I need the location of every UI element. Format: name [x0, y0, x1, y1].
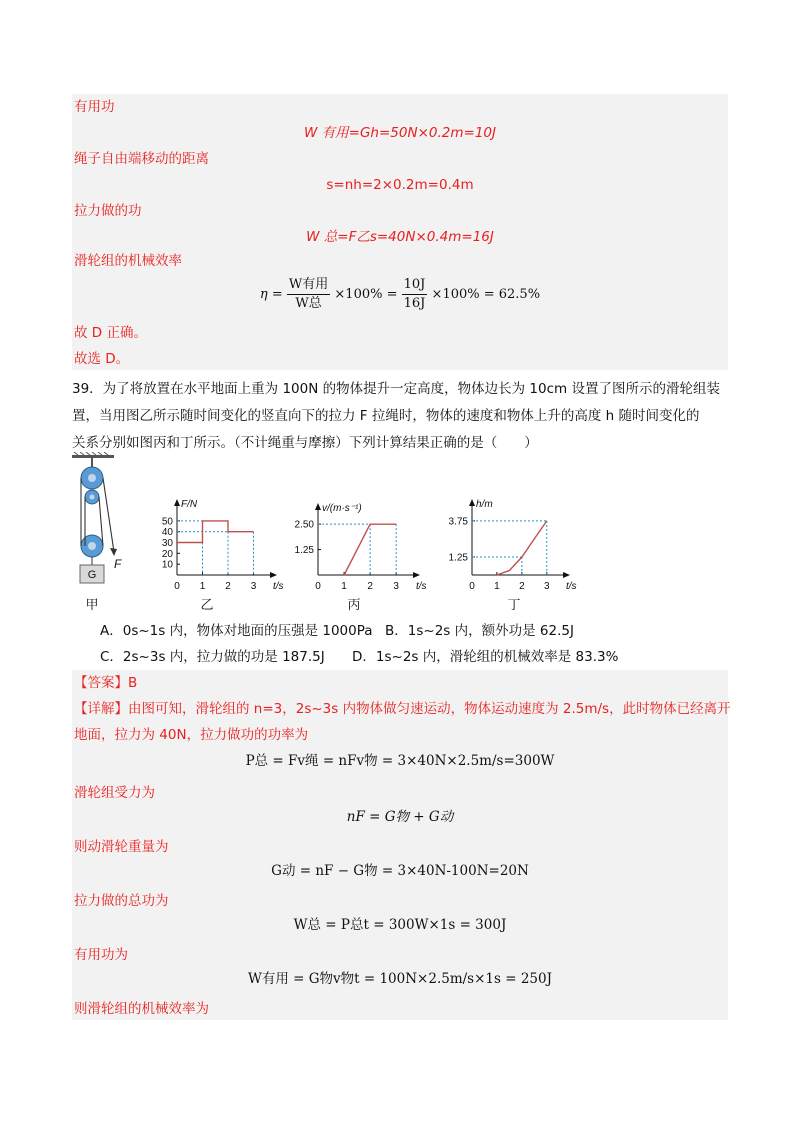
formula-power: P总 = Fv绳 = nFv物 = 3×40N×2.5m/s=300W: [245, 753, 555, 769]
x-tick-label: 1: [199, 581, 206, 592]
force-balance-label: 滑轮组受力为: [74, 785, 155, 801]
x-axis-arrow: [413, 572, 420, 578]
y-axis-arrow: [469, 499, 475, 506]
x-axis-label: t/s: [566, 581, 577, 592]
fraction-1-den: W总: [295, 296, 322, 311]
y-tick-label: 20: [161, 548, 173, 560]
y-tick-label: 3.75: [448, 516, 468, 528]
detail-label: 【详解】: [74, 701, 128, 717]
formula-pulley-weight: G动 = nF − G物 = 3×40N-100N=20N: [271, 863, 529, 879]
y-tick-label: 50: [161, 516, 173, 528]
solution-block-bottom: [72, 670, 728, 1020]
conclusion-2: 故选 D。: [74, 351, 130, 367]
fraction-2-den: 16J: [403, 296, 426, 311]
efficiency-formula: [72, 276, 728, 313]
y-tick-label: 1.25: [294, 545, 314, 557]
option-c: C．2s~3s 内，拉力做的功是 187.5J: [100, 649, 325, 665]
fraction-2: [402, 276, 428, 313]
pulley-diagram: [72, 452, 122, 612]
detail-line-1: [74, 700, 731, 718]
label-bing: 丙: [347, 597, 361, 612]
chart-yi: [162, 499, 284, 592]
formula-total-work: W总 = P总t = 300W×1s = 300J: [293, 917, 507, 933]
eta-symbol: η =: [259, 287, 283, 302]
question-line-3: 关系分别如图丙和丁所示。（不计绳重与摩擦）下列计算结果正确的是（ ）: [72, 435, 538, 451]
efficiency-label: 滑轮组的机械效率: [74, 253, 182, 269]
x-tick-label: 3: [544, 581, 550, 592]
chart-ding: [449, 499, 577, 592]
efficiency-label-2: 则滑轮组的机械效率为: [74, 1001, 209, 1017]
rope-distance-label: 绳子自由端移动的距离: [74, 151, 209, 167]
y-tick-label: 2.50: [294, 519, 314, 531]
y-axis-arrow: [174, 499, 180, 506]
x-axis-arrow: [270, 572, 277, 578]
question-line-2: 置，当用图乙所示随时间变化的竖直向下的拉力 F 拉绳时，物体的速度和物体上升的高度 h 随时间变化的: [72, 408, 700, 424]
useful-work-label: 有用功: [74, 99, 115, 115]
y-axis-label: F/N: [181, 499, 198, 510]
formula-end: ×100% = 62.5%: [431, 287, 541, 302]
useful-work-label-2: 有用功为: [74, 947, 128, 963]
force-arrow: [110, 548, 117, 556]
detail-line-2: 地面，拉力为 40N，拉力做功的功率为: [74, 727, 309, 743]
option-d: D．1s~2s 内，滑轮组的机械效率是 83.3%: [352, 649, 619, 665]
pull-work-formula: W 总=F乙s=40N×0.4m=16J: [306, 229, 494, 245]
y-axis-label: v/(m·s⁻¹): [322, 503, 362, 514]
conclusion-1: 故 D 正确。: [74, 325, 147, 341]
x-tick-label: 3: [250, 581, 257, 592]
y-axis-label: h/m: [476, 499, 493, 510]
pull-work-label: 拉力做的功: [74, 203, 142, 219]
y-tick-label: 10: [161, 559, 173, 571]
answer-label: 【答案】: [74, 675, 128, 691]
x-axis-label: t/s: [273, 581, 284, 592]
fraction-2-num: 10J: [402, 276, 428, 295]
x-tick-label: 3: [393, 581, 399, 592]
formula-mid: ×100% =: [334, 287, 398, 302]
x-tick-label: 1: [341, 581, 347, 592]
x-axis-arrow: [563, 572, 570, 578]
x-tick-label: 2: [367, 581, 373, 592]
option-a: A．0s~1s 内，物体对地面的压强是 1000Pa: [100, 623, 373, 639]
total-work-label: 拉力做的总功为: [74, 893, 169, 909]
label-yi: 乙: [200, 597, 214, 612]
x-axis-label: t/s: [416, 581, 427, 592]
figures: [0, 452, 800, 612]
x-tick-label: 0: [469, 581, 475, 592]
y-tick-label: 30: [161, 538, 173, 550]
y-axis-arrow: [315, 503, 321, 510]
y-tick-label: 40: [161, 527, 173, 539]
answer-line: [74, 674, 137, 692]
label-jia: 甲: [85, 597, 99, 612]
x-tick-label: 0: [315, 581, 321, 592]
detail-text-1: 由图可知，滑轮组的 n=3，2s~3s 内物体做匀速运动，物体运动速度为 2.5m/s，此时物体已经离开: [128, 701, 731, 717]
force-label: F: [114, 557, 122, 571]
series-line: [177, 521, 254, 543]
weight-label: G: [87, 569, 97, 581]
formula-useful-work: W有用 = G物v物t = 100N×2.5m/s×1s = 250J: [247, 971, 553, 987]
y-tick-label: 1.25: [448, 552, 468, 564]
pulley-weight-label: 则动滑轮重量为: [74, 839, 169, 855]
question-line-1: 39．为了将放置在水平地面上重为 100N 的物体提升一定高度，物体边长为 10cm 设置了图所示的滑轮组装: [72, 381, 720, 397]
formula-force: nF = G物 + G动: [346, 809, 454, 825]
fraction-1: [287, 276, 330, 313]
option-b: B．1s~2s 内，额外功是 62.5J: [385, 623, 574, 639]
fraction-1-num: W有用: [287, 276, 330, 295]
ceiling: [72, 455, 114, 458]
useful-work-formula: W 有用=Gh=50N×0.2m=10J: [304, 125, 496, 141]
x-tick-label: 2: [225, 581, 231, 592]
chart-bing: [295, 503, 427, 592]
x-tick-label: 2: [519, 581, 525, 592]
label-ding: 丁: [507, 597, 521, 612]
x-tick-label: 0: [174, 581, 180, 592]
answer-value: B: [128, 675, 138, 691]
rope-distance-formula: s=nh=2×0.2m=0.4m: [326, 177, 474, 193]
x-tick-label: 1: [494, 581, 500, 592]
